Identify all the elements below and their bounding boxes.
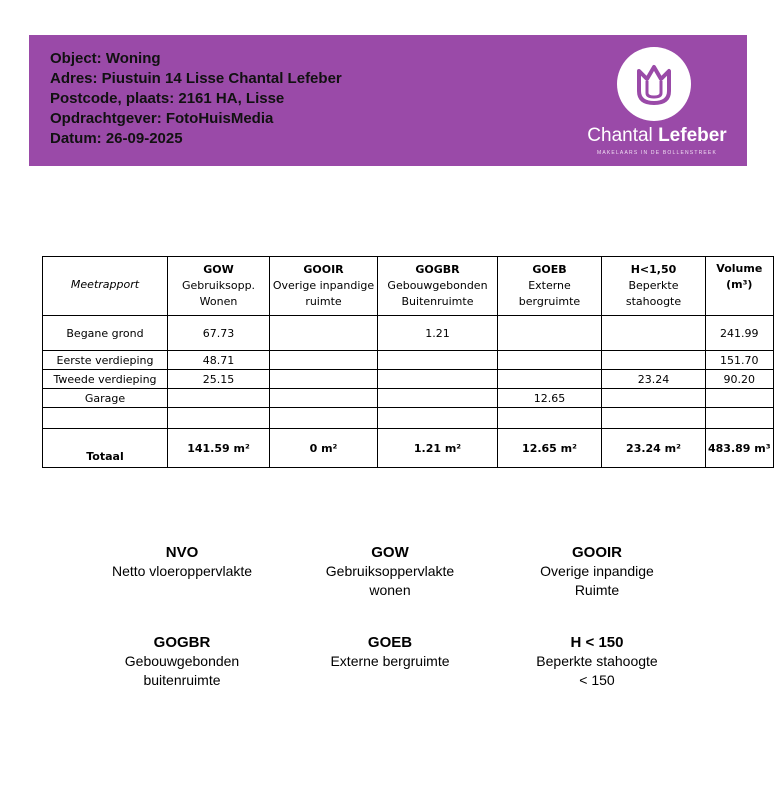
cell [706, 408, 774, 429]
row-label: Eerste verdieping [43, 351, 168, 370]
column-header: GOOIR Overige inpandige ruimte [270, 257, 378, 316]
total-cell: 0 m² [270, 429, 378, 468]
row-label [43, 408, 168, 429]
cell [270, 351, 378, 370]
column-header: GOW Gebruiksopp. Wonen [168, 257, 270, 316]
company-logo [582, 45, 732, 160]
table-row [43, 351, 774, 370]
cell [706, 389, 774, 408]
client-line: Opdrachtgever: FotoHuisMedia [50, 110, 274, 127]
corner-label: Meetrapport [43, 257, 168, 316]
date-line: Datum: 26-09-2025 [50, 130, 183, 147]
cell [602, 316, 706, 351]
cell [270, 370, 378, 389]
cell [168, 408, 270, 429]
object-info [50, 49, 342, 149]
cell [498, 351, 602, 370]
logo-wordmark: Chantal Lefeber [587, 125, 727, 146]
cell: 90.20 [706, 370, 774, 389]
total-cell: 483.89 m³ [706, 429, 774, 468]
cell [378, 351, 498, 370]
cell [602, 389, 706, 408]
cell: 1.21 [378, 316, 498, 351]
table-row [43, 389, 774, 408]
column-header: GOEB Externe bergruimte [498, 257, 602, 316]
cell: 241.99 [706, 316, 774, 351]
header-banner [29, 35, 747, 166]
legend-item-gogbr: GOGBR Gebouwgebonden buitenruimte [124, 634, 240, 688]
total-cell: 141.59 m² [168, 429, 270, 468]
cell [378, 408, 498, 429]
table-row [43, 316, 774, 351]
cell: 67.73 [168, 316, 270, 351]
cell [378, 389, 498, 408]
legend-item-nvo: NVO Netto vloeroppervlakte [111, 544, 253, 579]
cell [498, 370, 602, 389]
cell [168, 389, 270, 408]
row-label: Garage [43, 389, 168, 408]
legend-item-gooir: GOOIR Overige inpandige Ruimte [540, 544, 654, 598]
cell [378, 370, 498, 389]
cell: 12.65 [498, 389, 602, 408]
cell [602, 408, 706, 429]
total-row [43, 429, 774, 468]
cell: 48.71 [168, 351, 270, 370]
column-header: Volume (m³) [706, 257, 774, 316]
cell [498, 316, 602, 351]
legend-item-h150: H < 150 Beperkte stahoogte < 150 [536, 634, 658, 688]
cell [270, 316, 378, 351]
cell: 23.24 [602, 370, 706, 389]
total-cell: 23.24 m² [602, 429, 706, 468]
cell [602, 351, 706, 370]
logo-tagline: MAKELAARS IN DE BOLLENSTREEK [596, 150, 718, 156]
total-label: Totaal [43, 429, 168, 468]
table-row [43, 370, 774, 389]
object-line: Object: Woning [50, 50, 161, 67]
measurement-table [42, 256, 774, 468]
legend-item-gow: GOW Gebruiksoppervlakte wonen [325, 544, 455, 598]
postcode-line: Postcode, plaats: 2161 HA, Lisse [50, 90, 285, 107]
tulip-logo-icon [617, 47, 691, 121]
table-header-row [43, 257, 774, 316]
column-header: GOGBR Gebouwgebonden Buitenruimte [378, 257, 498, 316]
row-label: Begane grond [43, 316, 168, 351]
total-cell: 1.21 m² [378, 429, 498, 468]
cell [270, 408, 378, 429]
address-line: Adres: Piustuin 14 Lisse Chantal Lefeber [50, 70, 342, 87]
cell: 151.70 [706, 351, 774, 370]
table-row [43, 408, 774, 429]
row-label: Tweede verdieping [43, 370, 168, 389]
cell: 25.15 [168, 370, 270, 389]
legend-item-goeb: GOEB Externe bergruimte [330, 634, 450, 669]
cell [270, 389, 378, 408]
column-header: H<1,50 Beperkte stahoogte [602, 257, 706, 316]
cell [498, 408, 602, 429]
total-cell: 12.65 m² [498, 429, 602, 468]
